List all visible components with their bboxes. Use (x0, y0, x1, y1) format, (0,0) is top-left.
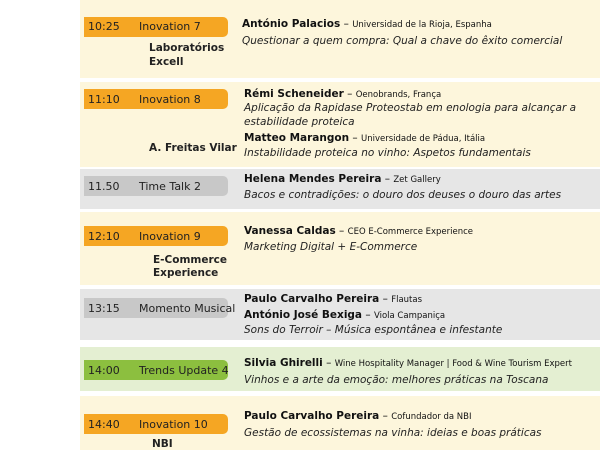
left-column (80, 0, 136, 78)
speaker-separator: – (362, 309, 374, 321)
talk-title: Gestão de ecossistemas na vinha: ideias e boas práticas (244, 427, 542, 439)
session-time: 13:15 (88, 302, 120, 315)
speaker (244, 173, 441, 185)
speaker-affiliation: Universidad de la Rioja, Espanha (352, 20, 492, 30)
talk-title: Instabilidade proteica no vinho: Aspetos fundamentais (244, 147, 531, 159)
speaker-name: Vanessa Caldas (244, 225, 336, 237)
talk-title: Bacos e contradições: o douro dos deuses o douro das artes (244, 189, 562, 201)
session-time: 12:10 (88, 230, 120, 243)
speaker-separator: – (381, 173, 394, 185)
session-tag: Inovation 8 (139, 93, 201, 106)
speaker-separator: – (379, 410, 392, 422)
speaker (242, 18, 492, 30)
speaker-separator: – (335, 225, 348, 237)
speaker-affiliation: Wine Hospitality Manager | Food & Wine Tourism Expert (334, 359, 572, 369)
session-tag: Inovation 9 (139, 230, 201, 243)
speaker-affiliation: Zet Gallery (393, 175, 441, 185)
speaker-affiliation: Viola Campaniça (373, 311, 446, 321)
session-tag: Inovation 7 (139, 20, 201, 33)
session-label: Excell (149, 56, 184, 68)
session-time: 11.50 (88, 180, 120, 193)
speaker-name: António Palacios (242, 18, 341, 30)
session-label: E-Commerce (153, 254, 227, 266)
session-tag: Momento Musical (139, 302, 236, 315)
speaker-name: Rémi Scheneider (244, 88, 344, 100)
speaker-name: Matteo Marangon (244, 132, 350, 144)
speaker-separator: – (340, 18, 353, 30)
session-tag: Inovation 10 (139, 418, 208, 431)
speaker-affiliation: Cofundador da NBI (391, 412, 472, 422)
session-label: A. Freitas Vilar (149, 142, 237, 154)
session-tag: Trends Update 4 (139, 364, 229, 377)
talk-title: Sons do Terroir – Música espontânea e infestante (244, 324, 503, 336)
session-label: NBI (152, 438, 173, 450)
speaker-name: Helena Mendes Pereira (244, 173, 382, 185)
left-column (80, 212, 136, 285)
session-time: 14:40 (88, 418, 120, 431)
speaker-name: Paulo Carvalho Pereira (244, 410, 380, 422)
session-label: Laboratórios (149, 42, 225, 54)
session-time: 10:25 (88, 20, 120, 33)
speaker-separator: – (349, 132, 361, 144)
speaker-affiliation: Flautas (391, 295, 423, 305)
talk-title: Marketing Digital + E-Commerce (244, 241, 418, 253)
speaker-separator: – (379, 293, 392, 305)
talk-title: Aplicação da Rapidase Proteostab em enologia para alcançar a (244, 102, 577, 114)
speaker (244, 309, 445, 321)
session-tag: Time Talk 2 (139, 180, 201, 193)
speaker (244, 132, 485, 144)
talk-title: Vinhos e a arte da emoção: melhores práticas na Toscana (244, 374, 549, 386)
speaker-separator: – (322, 357, 335, 369)
talk-title: estabilidade proteica (244, 116, 355, 128)
speaker (244, 293, 422, 305)
session-label: Experience (153, 267, 219, 279)
speaker-name: António José Bexiga (244, 309, 363, 321)
speaker-name: Silvia Ghirelli (244, 357, 323, 369)
speaker-name: Paulo Carvalho Pereira (244, 293, 380, 305)
speaker-affiliation: CEO E-Commerce Experience (347, 227, 474, 237)
session-time: 11:10 (88, 93, 120, 106)
speaker (244, 357, 572, 369)
speaker (244, 88, 441, 100)
talk-title: Questionar a quem compra: Qual a chave do êxito comercial (242, 35, 563, 47)
speaker-separator: – (343, 88, 356, 100)
speaker-affiliation: Oenobrands, França (355, 90, 442, 100)
speaker-affiliation: Universidade de Pádua, Itália (360, 134, 486, 144)
speaker (244, 225, 473, 237)
speaker (244, 410, 472, 422)
session-time: 14:00 (88, 364, 120, 377)
